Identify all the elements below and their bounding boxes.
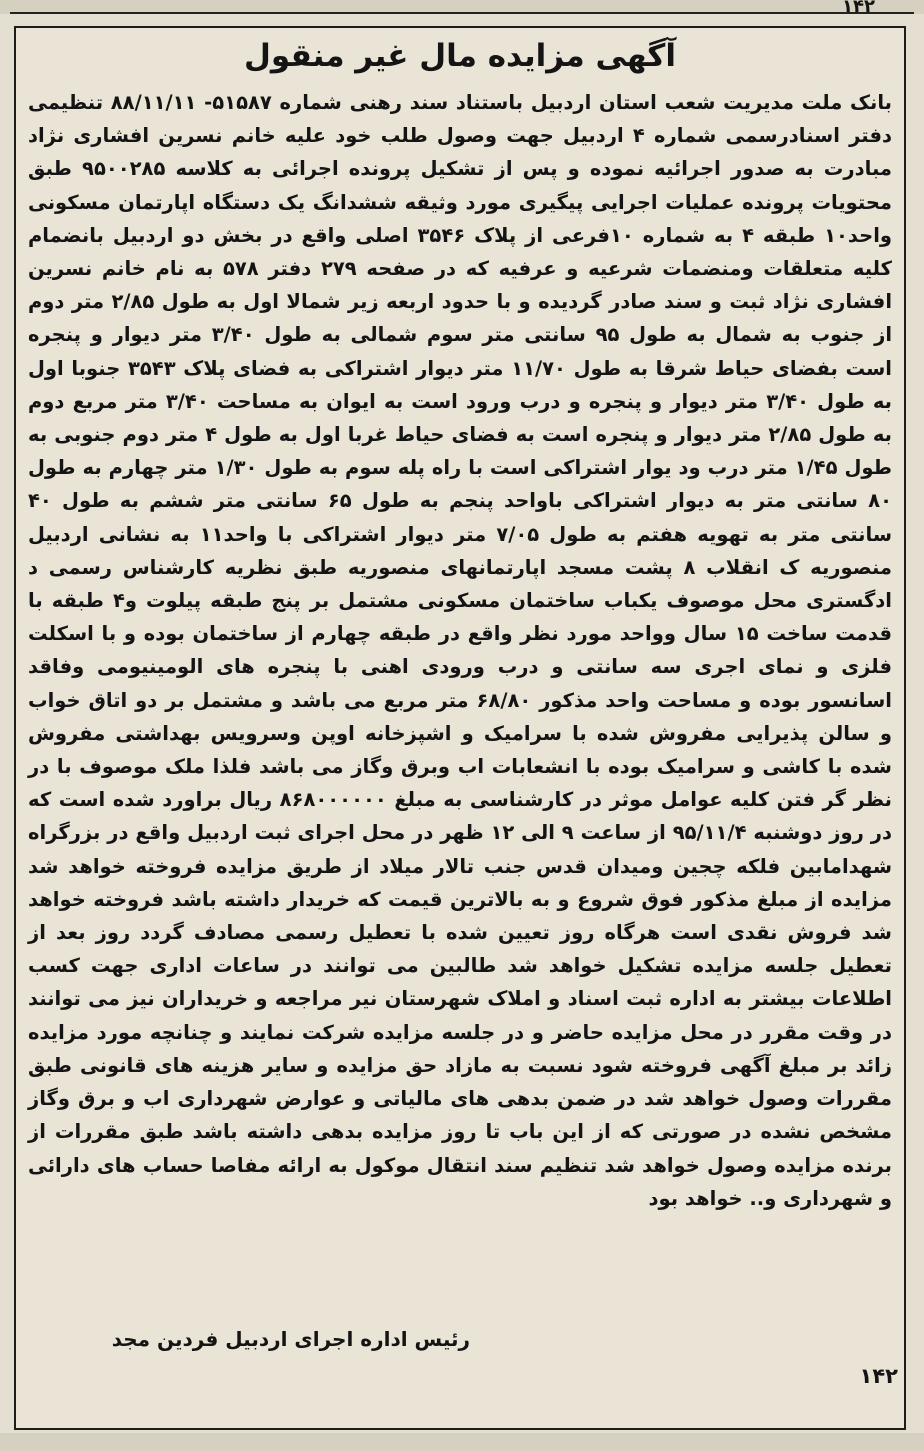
page-number-top: ۱۴۲ [842, 0, 875, 17]
top-divider [10, 12, 914, 14]
notice-body: بانک ملت مدیریت شعب استان اردبیل باستناد سند رهنی شماره ۵۱۵۸۷- ۸۸/۱۱/۱۱ تنظیمی دفتر اسنادرسمی شماره ۴ اردبیل جهت وصول طلب خود علیه خانم نسرین افشاری نژاد مبادرت به صدور اجرائیه نموده و پس از تشکیل پرونده اجرائی به کلاسه ۹۵۰۰۲۸۵ طبق محتویات پرونده عملیات اجرایی پیگیری مورد وثیقه ششدانگ یک دستگاه اپارتمان مسکونی واحد۱۰ طبقه ۴ به شماره ۱۰فرعی از پلاک ۳۵۴۶ اصلی واقع در بخش دو اردبیل بانضمام کلیه متعلقات ومنضمات شرعیه و عرفیه که در صفحه ۲۷۹ دفتر ۵۷۸ به نام خانم نسرین افشاری نژاد ثبت و سند صادر گردیده و با حدود اربعه زیر شمالا اول به طول ۲/۸۵ متر دوم از جنوب به شمال به طول ۹۵ سانتی متر سوم شمالی به طول ۳/۴۰ متر دیوار و پنجره است بفضای حیاط شرقا به طول ۱۱/۷۰ متر دیوار اشتراکی به فضای پلاک ۳۵۴۳ جنوبا اول به طول ۳/۴۰ متر دیوار و پنجره و درب ورود است به ایوان به مساحت ۳/۴۰ متر مربع دوم به طول ۲/۸۵ متر دیوار و پنجره است به فضای حیاط غربا اول به طول ۴ متر دوم جنوبی به طول ۱/۴۵ متر درب ود یوار اشتراکی است با راه پله سوم به طول ۱/۳۰ متر چهارم به طول ۸۰ سانتی متر به دیوار اشتراکی باواحد پنجم به طول ۶۵ سانتی متر ششم به طول ۴۰ سانتی متر به تهویه هفتم به طول ۷/۰۵ متر دیوار اشتراکی با واحد۱۱ به نشانی اردبیل منصوریه ک انقلاب ۸ پشت مسجد اپارتمانهای منصوریه طبق نظریه کارشناس رسمی د ادگستری محل موصوف یکباب ساختمان مسکونی مشتمل بر پنج طبقه پیلوت و۴ طبقه با قدمت ساخت ۱۵ سال وواحد مورد نظر واقع در طبقه چهارم از ساختمان بوده و با اسکلت فلزی و نمای اجری سه سانتی و درب ورودی اهنی با پنجره های الومینیومی وفاقد اسانسور بوده و مساحت واحد مذکور ۶۸/۸۰ متر مربع می باشد و مشتمل بر دو اتاق خواب و سالن پذیرایی مفروش شده با سرامیک و اشپزخانه اوپن وسرویس بهداشتی مفروش شده با کاشی و سرامیک بوده با انشعابات اب وبرق وگاز می باشد فلذا ملک موصوف با در نظر گر فتن کلیه عوامل موثر در کارشناسی به مبلغ ۸۶۸۰۰۰۰۰۰ ریال براورد شده است که در روز دوشنبه ۹۵/۱۱/۴ از ساعت ۹ الی ۱۲ ظهر در محل اجرای ثبت اردبیل واقع در بزرگراه شهدامابین فلکه چجین ومیدان قدس جنب تالار میلاد از طریق مزایده فروخته خواهد شد مزایده از مبلغ مذکور فوق شروع و به بالاترین قیمت که خریدار داشته باشد فروخته خواهد شد فروش نقدی است هرگاه روز تعیین شده با تعطیل رسمی مصادف گردد روز بعد از تعطیل جلسه مزایده تشکیل خواهد شد طالبین می توانند در ساعات اداری جهت کسب اطلاعات بیشتر به اداره ثبت اسناد و املاک شهرستان نیر مراجعه و خریداران نیز می توانند در وقت مقرر در محل مزایده حاضر و در جلسه مزایده شرکت نمایند و چنانچه مورد مزایده زائد بر مبلغ آگهی فروخته شود نسبت به مازاد حق مزایده و سایر هزینه های قانونی طبق مقررات وصول خواهد شد در ضمن بدهی های مالیاتی و عوارض شهرداری اب و برق وگاز مشخص نشده در صورتی که از این باب تا روز مزایده بدهی داشته باشد طبق مقررات از برنده مزایده وصول خواهد شد تنظیم سند انتقال موکول به ارائه مفاصا حساب های دارائی و شهرداری و.. خواهد بود [28, 91, 893, 1210]
page-number-bottom: ۱۴۲ [859, 1364, 898, 1388]
notice-title: آگهی مزایده مال غیر منقول [244, 38, 676, 74]
notice-signature: رئیس اداره اجرای اردبیل فردین مجد [111, 1327, 470, 1351]
auction-notice-box [14, 26, 906, 1430]
bottom-strip [0, 1433, 924, 1451]
